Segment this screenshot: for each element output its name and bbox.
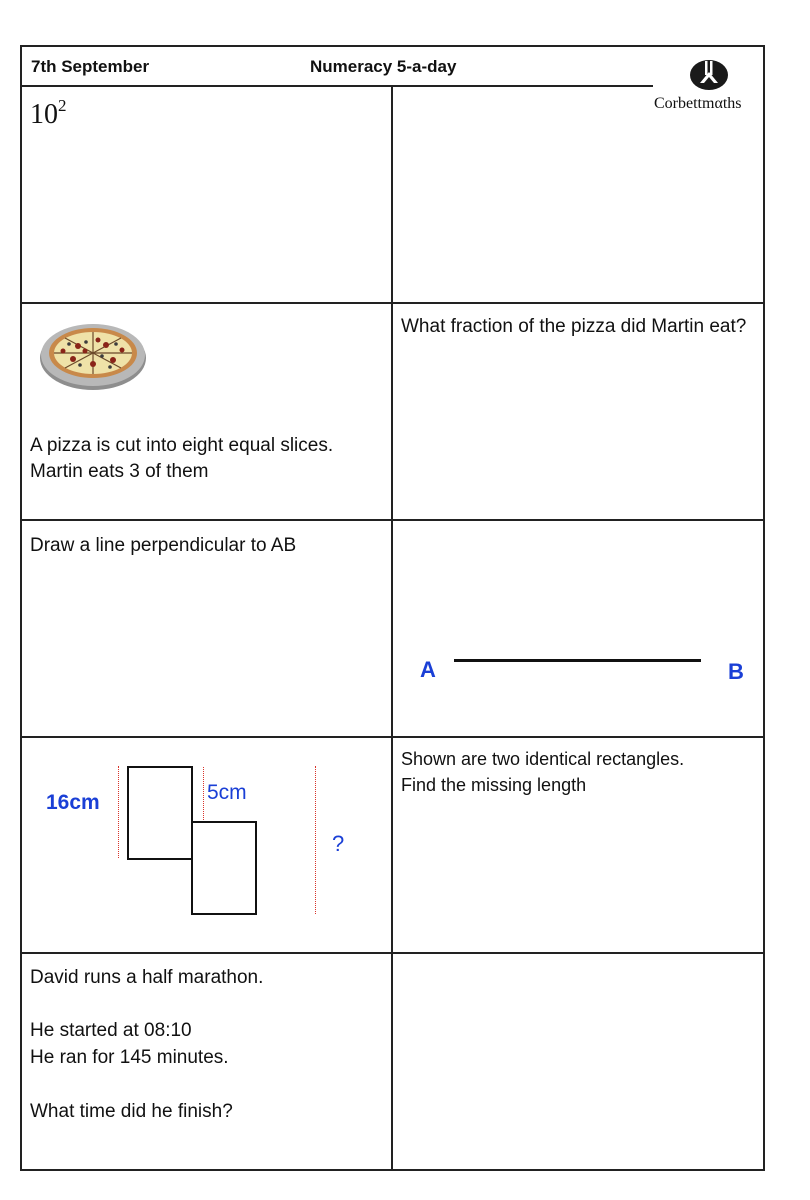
unknown-label: ? bbox=[332, 831, 345, 856]
point-a-label: A bbox=[420, 657, 436, 682]
row-divider-4 bbox=[20, 952, 765, 954]
bottom-border bbox=[20, 1169, 765, 1171]
offset-label: 5cm bbox=[207, 781, 247, 804]
segment-ab bbox=[454, 659, 701, 662]
center-divider bbox=[391, 85, 393, 1171]
q5-line3: He ran for 145 minutes. bbox=[30, 1047, 229, 1068]
row-divider-2 bbox=[20, 519, 765, 521]
q3-instruction: Draw a line perpendicular to AB bbox=[30, 535, 297, 556]
total-arrow bbox=[315, 766, 316, 914]
header-title: Numeracy 5-a-day bbox=[310, 57, 457, 76]
pizza-icon bbox=[38, 318, 148, 392]
q2-context: A pizza is cut into eight equal slices. Martin eats 3 of them bbox=[30, 435, 334, 482]
point-b-label: B bbox=[728, 659, 744, 684]
height-arrow bbox=[118, 766, 119, 858]
header-date: 7th September bbox=[31, 57, 150, 76]
height-label: 16cm bbox=[46, 791, 100, 814]
offset-arrow bbox=[203, 767, 204, 820]
q1-expression bbox=[30, 96, 67, 131]
left-border bbox=[20, 45, 22, 1171]
header-underline bbox=[20, 85, 653, 87]
q2-question: What fraction of the pizza did Martin eat? bbox=[401, 316, 747, 337]
corbettmaths-logo-icon bbox=[688, 58, 730, 92]
brand-name: Corbettmαths bbox=[654, 95, 742, 112]
q5-line1: David runs a half marathon. bbox=[30, 967, 264, 988]
rectangle-lower bbox=[191, 821, 257, 915]
right-border bbox=[763, 45, 765, 1171]
q5-line2: He started at 08:10 bbox=[30, 1020, 192, 1041]
row-divider-3 bbox=[20, 736, 765, 738]
row-divider-1 bbox=[20, 302, 765, 304]
q1-base: 10 bbox=[30, 99, 58, 130]
top-border bbox=[20, 45, 765, 47]
q5-line4: What time did he finish? bbox=[30, 1101, 233, 1122]
q4-text: Shown are two identical rectangles. Find the missing length bbox=[401, 749, 685, 795]
q1-exponent: 2 bbox=[58, 96, 67, 115]
rectangle-upper bbox=[127, 766, 193, 860]
